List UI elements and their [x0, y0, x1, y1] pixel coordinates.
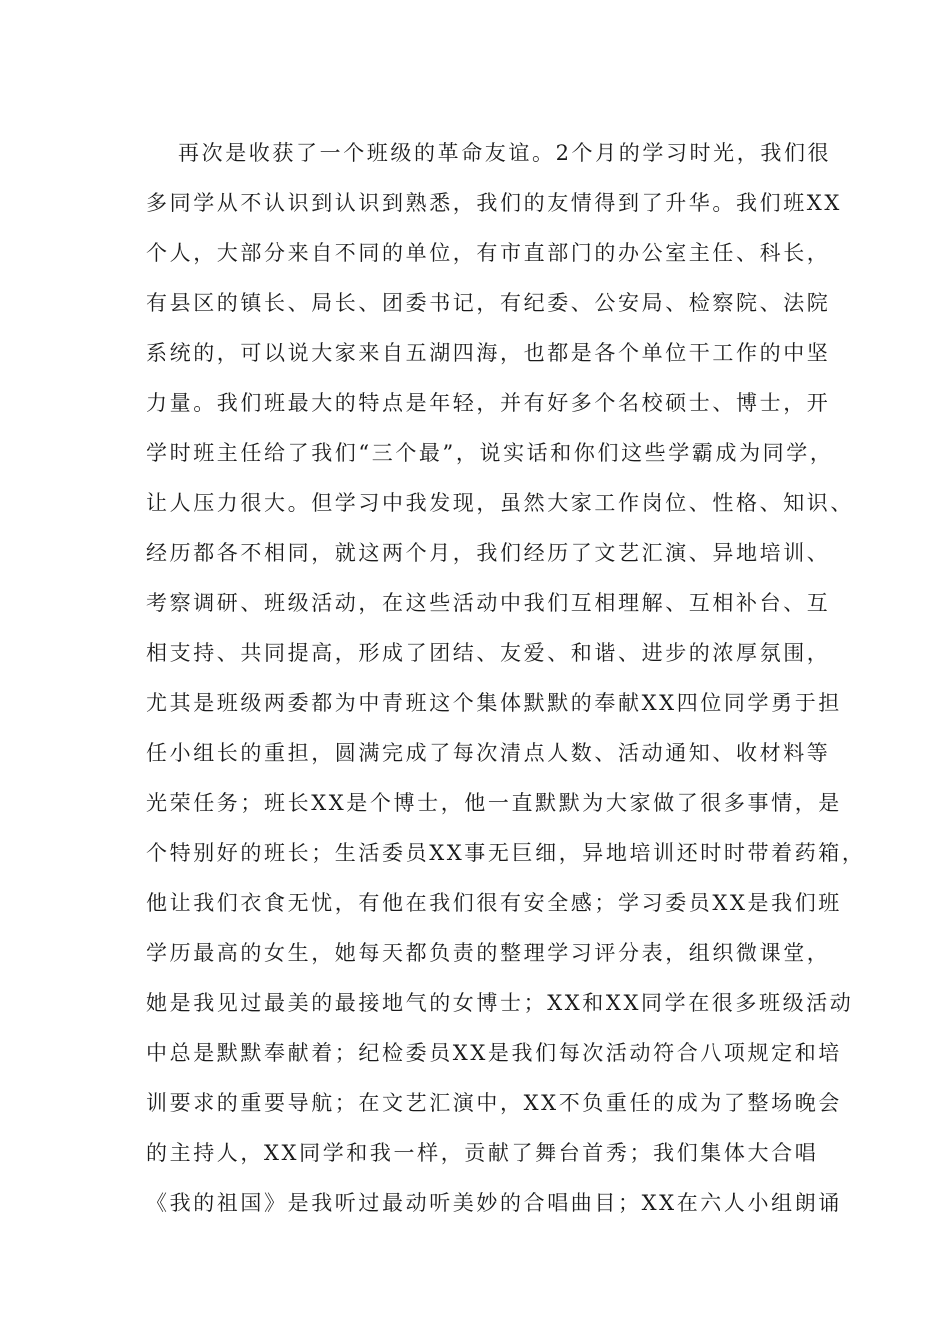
paragraph-line: 让人压力很大。但学习中我发现，虽然大家工作岗位、性格、知识、	[146, 491, 854, 515]
body-paragraph	[146, 128, 866, 1228]
paragraph-line: 她是我见过最美的最接地气的女博士；XX和XX同学在很多班级活动	[146, 991, 854, 1015]
paragraph-line: 力量。我们班最大的特点是年轻，并有好多个名校硕士、博士，开	[146, 391, 831, 415]
paragraph-line: 经历都各不相同，就这两个月，我们经历了文艺汇演、异地培训、	[146, 541, 831, 565]
paragraph-line: 学时班主任给了我们“三个最”，说实话和你们这些学霸成为同学，	[146, 441, 834, 465]
paragraph-line: 光荣任务；班长XX是个博士，他一直默默为大家做了很多事情，是	[146, 791, 842, 815]
paragraph-line: 学历最高的女生，她每天都负责的整理学习评分表，组织微课堂，	[146, 941, 831, 965]
paragraph-line: 相支持、共同提高，形成了团结、友爱、和谐、进步的浓厚氛围，	[146, 641, 831, 665]
paragraph-line: 考察调研、班级活动，在这些活动中我们互相理解、互相补台、互	[146, 591, 831, 615]
paragraph-line: 《我的祖国》是我听过最动听美妙的合唱曲目；XX在六人小组朗诵	[146, 1191, 842, 1215]
paragraph-line: 尤其是班级两委都为中青班这个集体默默的奉献XX四位同学勇于担	[146, 691, 842, 715]
paragraph-line: 中总是默默奉献着；纪检委员XX是我们每次活动符合八项规定和培	[146, 1041, 842, 1065]
paragraph-line: 有县区的镇长、局长、团委书记，有纪委、公安局、检察院、法院	[146, 291, 831, 315]
paragraph-line: 多同学从不认识到认识到熟悉，我们的友情得到了升华。我们班XX	[146, 191, 842, 215]
paragraph-line: 训要求的重要导航；在文艺汇演中，XX不负重任的成为了整场晚会	[146, 1091, 842, 1115]
paragraph-line: 系统的，可以说大家来自五湖四海，也都是各个单位干工作的中坚	[146, 341, 831, 365]
paragraph-line: 他让我们衣食无忧，有他在我们很有安全感；学习委员XX是我们班	[146, 891, 842, 915]
paragraph-line: 再次是收获了一个班级的革命友谊。2个月的学习时光，我们很	[178, 141, 832, 165]
paragraph-line: 任小组长的重担，圆满完成了每次清点人数、活动通知、收材料等	[146, 741, 831, 765]
paragraph-line: 的主持人，XX同学和我一样，贡献了舞台首秀；我们集体大合唱	[146, 1141, 819, 1165]
paragraph-line: 个人，大部分来自不同的单位，有市直部门的办公室主任、科长，	[146, 241, 831, 265]
paragraph-line: 个特别好的班长；生活委员XX事无巨细，异地培训还时时带着药箱，	[146, 841, 866, 865]
